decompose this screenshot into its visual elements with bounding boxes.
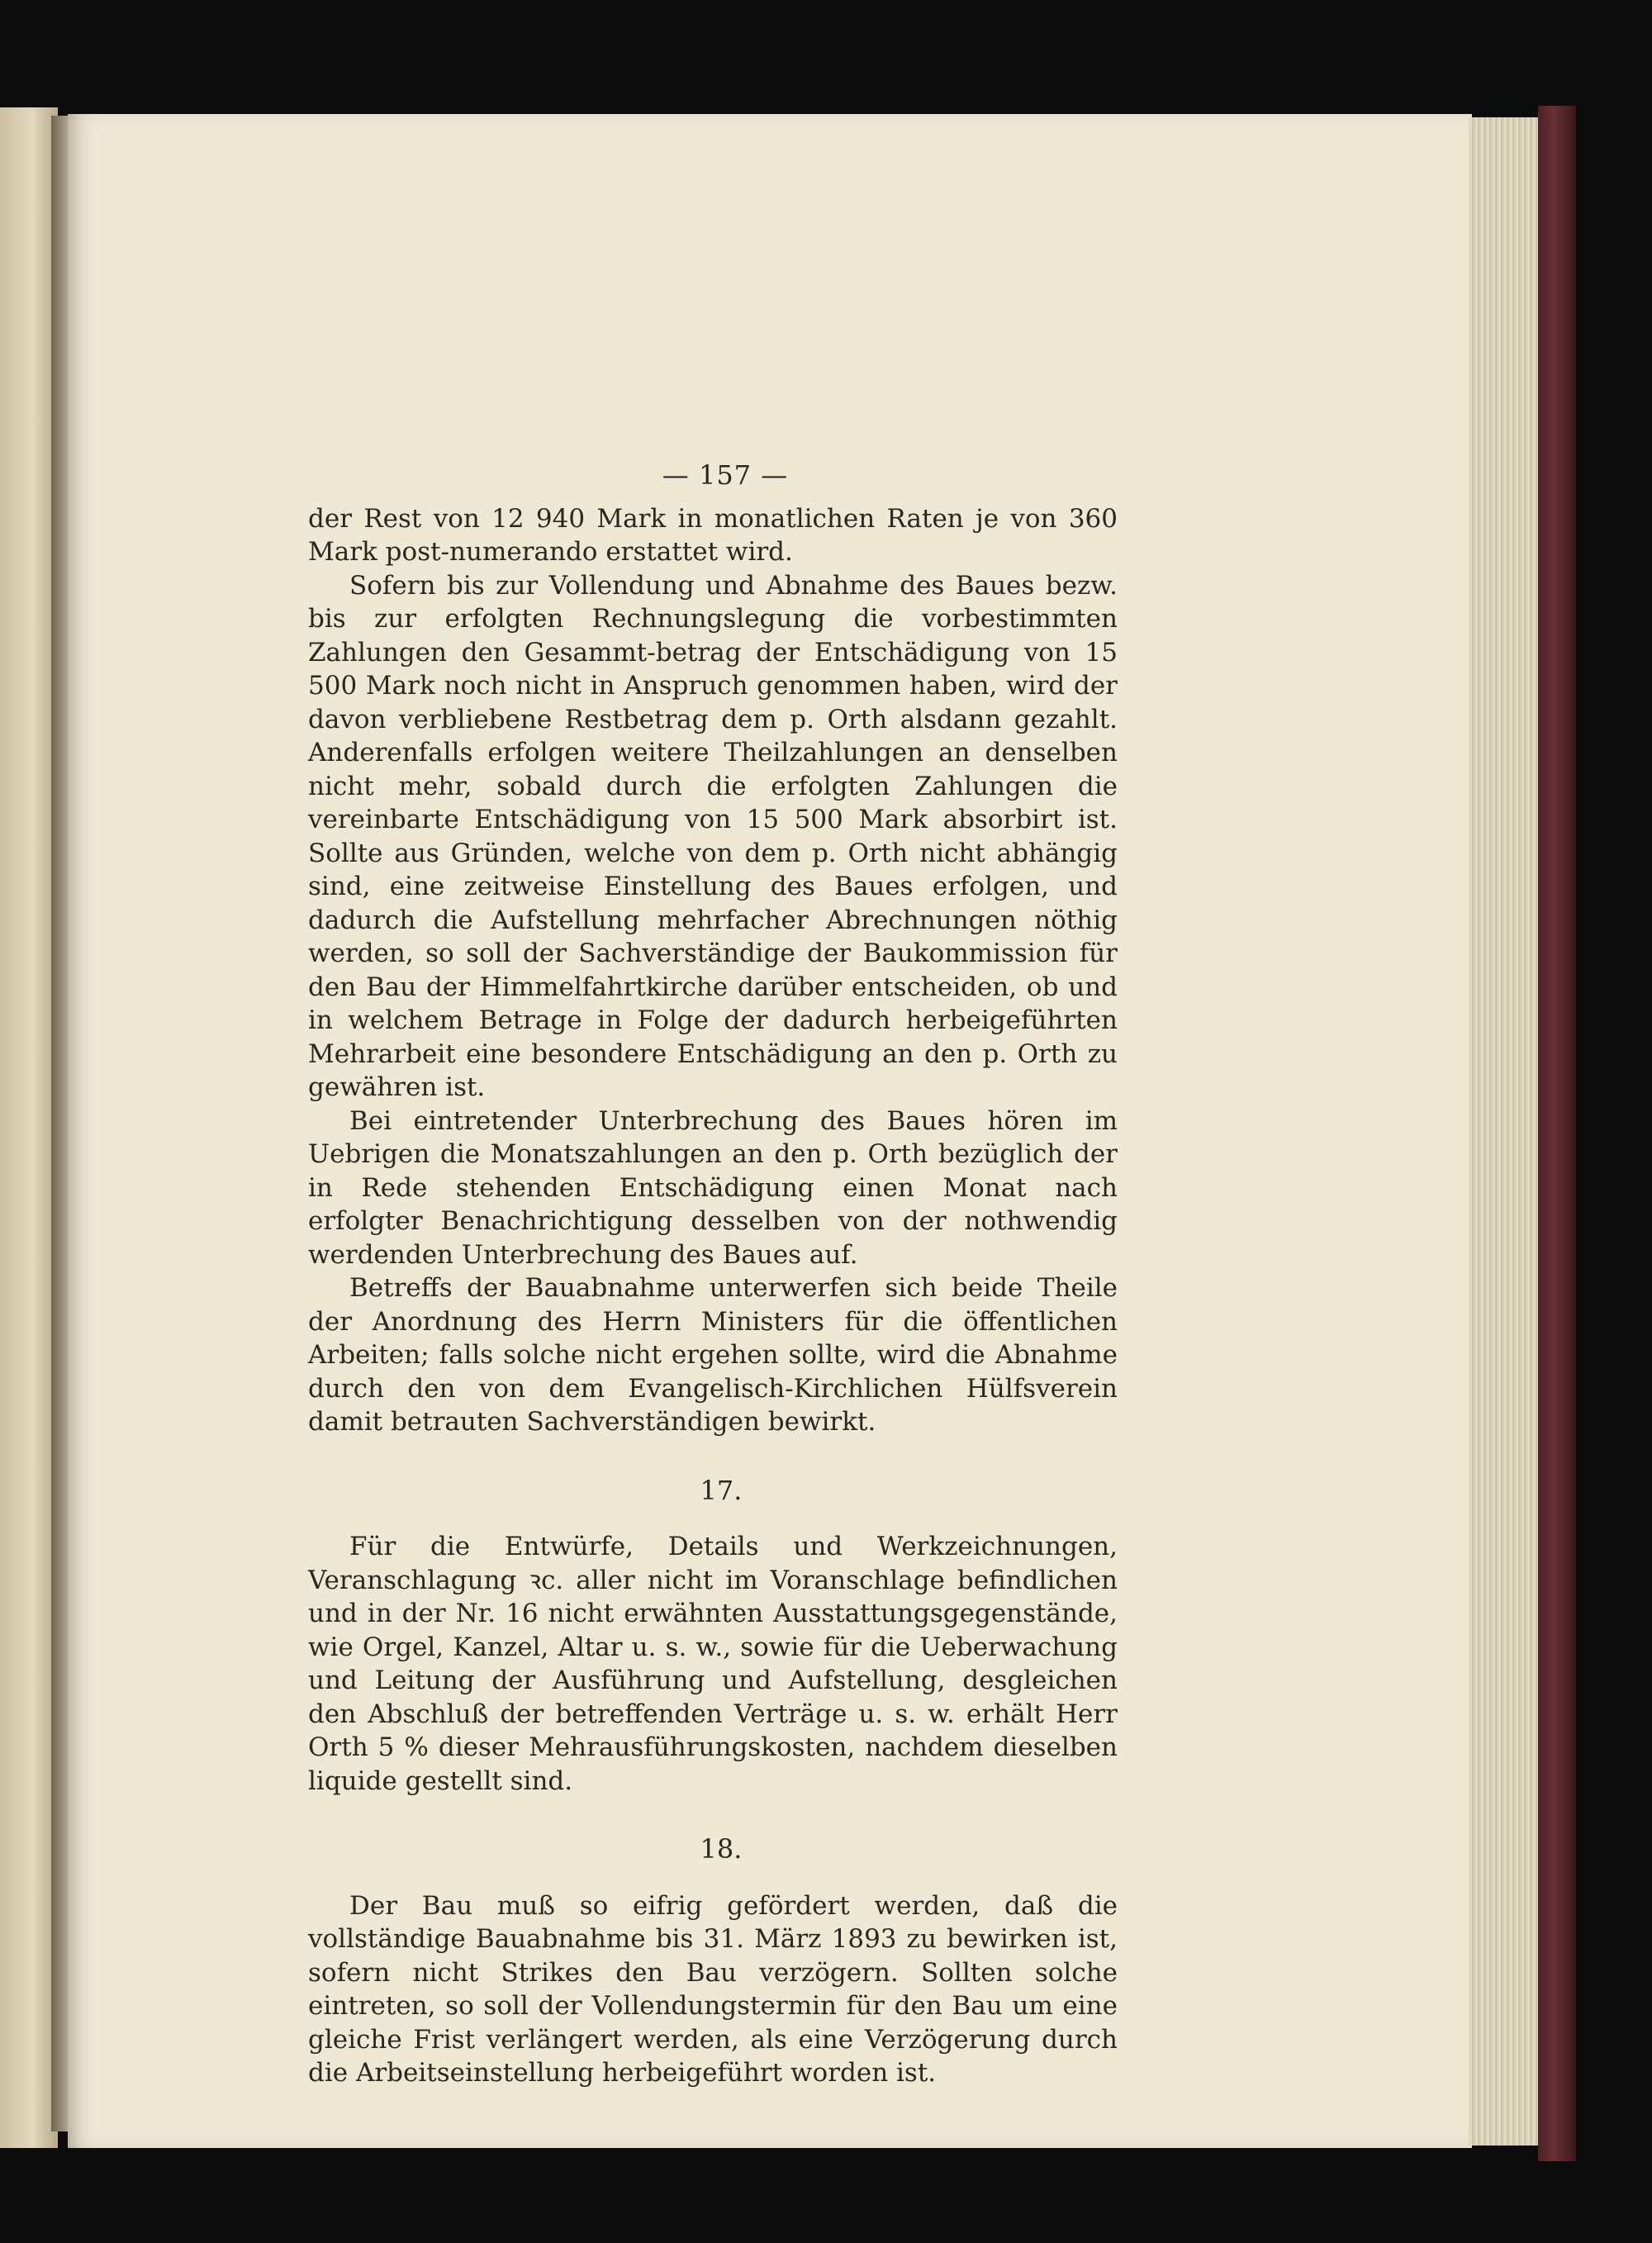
page-number: — 157 — (662, 459, 789, 491)
paragraph-acceptance: Betreffs der Bauabnahme unterwerfen sich beide Theile der Anordnung des Herrn Ministers für die öffentlichen Arbeiten; falls solche nicht ergehen sollte, wird die Abnahme durch den von dem Evangelisch-Kirchlichen Hülfsverein damit betrauten Sachverständigen bewirkt. (308, 1273, 1118, 1437)
paragraph-continuation: der Rest von 12 940 Mark in monatlichen Raten je von 360 Mark post-numerando erstattet wird. (308, 503, 1118, 567)
paragraph-interruption: Bei eintretender Unterbrechung des Baues hören im Uebrigen die Monatszahlungen an den p. Orth bezüglich der in Rede stehenden Entschädigung einen Monat nach erfolgter Benachrichtigung desselben von der nothwendig werdenden Unterbrechung des Baues auf. (308, 1105, 1118, 1270)
section-17-text: Für die Entwürfe, Details und Werkzeichnungen, Veranschlagung ꝛc. aller nicht im Voranschlage befindlichen und in der Nr. 16 nicht erwähnten Ausstattungsgegenstände, wie Orgel, Kanzel, Altar u. s. w., sowie für die Ueberwachung und Leitung der Ausführung und Aufstellung, desgleichen den Abschluß der betreffenden Verträge u. s. w. erhält Herr Orth 5 % dieser Mehrausführungskosten, nachdem dieselben liquide gestellt sind. (308, 1532, 1118, 1796)
section-number-17: 17. (700, 1474, 743, 1506)
page-stack-edge (1469, 117, 1545, 2146)
section-18-text: Der Bau muß so eifrig gefördert werden, daß die vollständige Bauabnahme bis 31. März 1893 zu bewirken ist, sofern nicht Strikes den Bau verzögern. Sollten solche eintreten, so soll der Vollendungstermin für den Bau um eine gleiche Frist verlängert werden, als eine Verzögerung durch die Arbeitseinstellung herbeigeführt worden ist. (308, 1890, 1118, 2088)
paragraph-payment-terms: Sofern bis zur Vollendung und Abnahme des Baues bezw. bis zur erfolgten Rechnungslegung die vorbestimmten Zahlungen den Gesammt-betrag der Entschädigung von 15 500 Mark noch nicht in Anspruch genommen haben, wird der davon verbliebene Restbetrag dem p. Orth alsdann gezahlt. Anderenfalls erfolgen weitere Theilzahlungen an denselben nicht mehr, sobald durch die erfolgten Zahlungen die vereinbarte Entschädigung von 15 500 Mark absorbirt ist. Sollte aus Gründen, welche von dem p. Orth nicht abhängig sind, eine zeitweise Einstellung des Baues erfolgen, und dadurch die Aufstellung mehrfacher Abrechnungen nöthig werden, so soll der Sachverständige der Baukommission für den Bau der Himmelfahrtkirche darüber entscheiden, ob und in welchem Betrage in Folge der dadurch herbeigeführten Mehrarbeit eine besondere Entschädigung an den p. Orth zu gewähren ist. (308, 570, 1118, 1102)
previous-page-edge (0, 107, 58, 2148)
section-number-18: 18. (700, 1833, 743, 1865)
book-cover-edge (1538, 106, 1576, 2161)
page-text (308, 459, 1118, 2090)
